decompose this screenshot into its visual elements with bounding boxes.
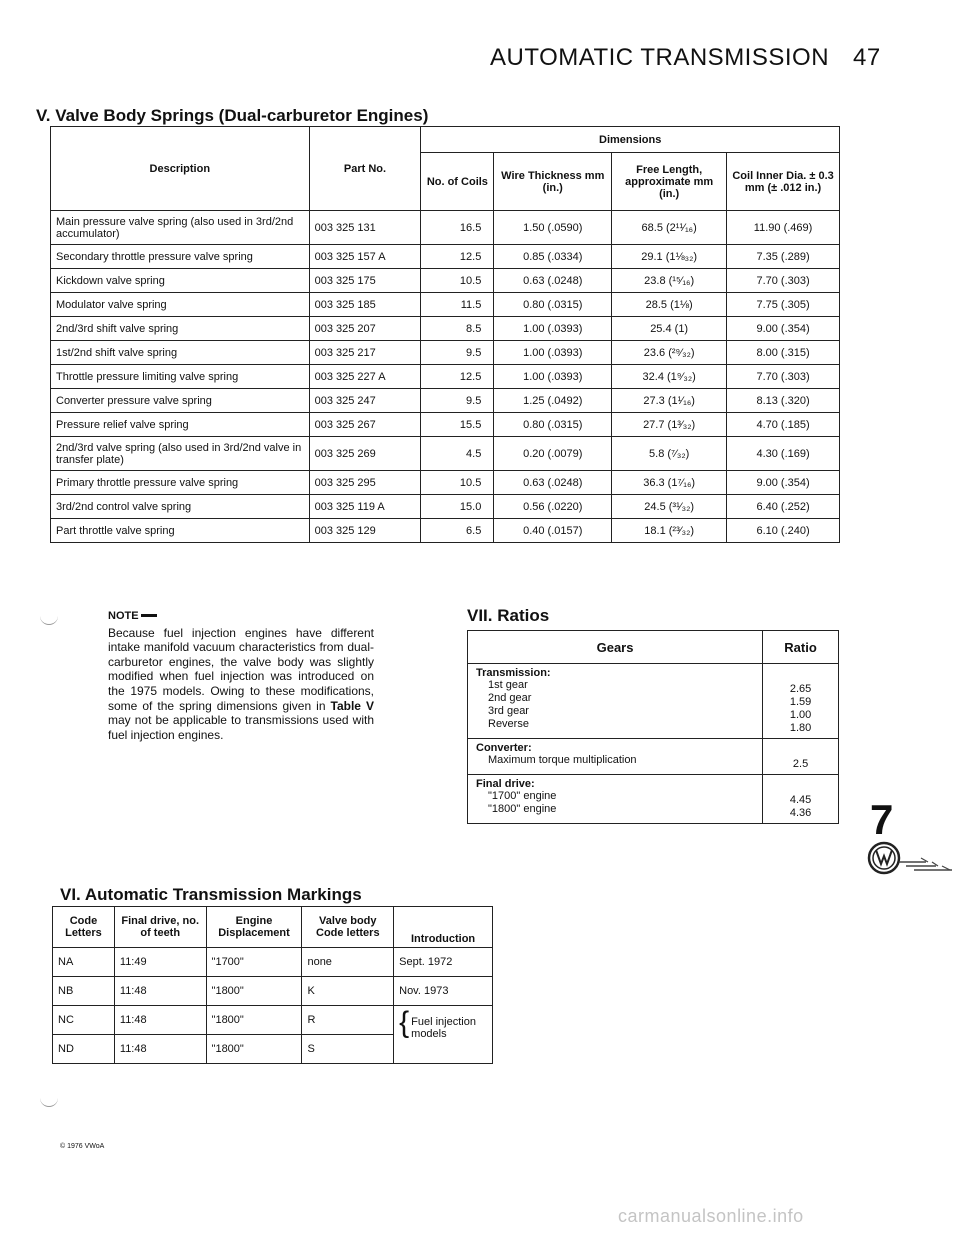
table-cell: 0.85 (.0334) [494,245,612,269]
chapter-tab-number: 7 [870,796,894,843]
table-cell: 7.35 (.289) [727,245,840,269]
note-block [108,608,374,742]
table-cell: Primary throttle pressure valve spring [51,471,310,495]
note-table-ref: Table V [330,698,374,713]
table-cell: 9.00 (.354) [727,317,840,341]
table-row [51,317,840,341]
ratio-group-row [468,664,839,739]
gear-item: 1st gear [488,679,528,691]
table-cell: 12.5 [421,365,494,389]
col-final-drive: Final drive, no. of teeth [114,907,206,948]
gear-cell [468,664,763,739]
ratio-value: 1.59 [789,696,812,708]
table-cell: "1800" [206,1006,302,1035]
ratio-value: 4.36 [789,807,812,819]
gear-group-label: Converter: [476,742,532,754]
table-cell: 4.5 [421,437,494,471]
note-body: Because fuel injection engines have different intake manifold vacuum characteristics from dual-carburetor engines, the valve body was slightly modified when fuel injection was introduced on the 1975 models. Owing to these modifications, some of the spring dimensions given in [108,625,374,713]
col-coil-inner-dia: Coil Inner Dia. ± 0.3 mm (± .012 in.) [727,153,840,211]
table-row [51,269,840,293]
merged-introduction: Fuel injection models [411,1016,476,1040]
table-cell: K [302,977,394,1006]
table-row [53,1006,493,1035]
table-cell: 25.4 (1) [612,317,727,341]
table-cell: 27.7 (1³⁄₃₂) [612,413,727,437]
table-cell: 7.75 (.305) [727,293,840,317]
page-header [490,44,881,72]
table-cell: 12.5 [421,245,494,269]
gear-cell [468,775,763,824]
table-cell: none [302,948,394,977]
ratio-value: 2.5 [792,758,809,770]
table-cell: S [302,1035,394,1064]
ratio-value: 4.45 [789,794,812,806]
table-cell: 15.5 [421,413,494,437]
table-cell: ND [53,1035,115,1064]
table-cell: 7.70 (.303) [727,365,840,389]
table-cell: 1.50 (.0590) [494,211,612,245]
brace-icon: { [399,1006,410,1039]
note-text [108,626,374,743]
gear-item: "1700" engine [488,790,557,802]
table-cell: 1.25 (.0492) [494,389,612,413]
ratio-value: 1.80 [789,722,812,734]
table-cell: NA [53,948,115,977]
margin-mark [40,616,58,625]
table-cell: Main pressure valve spring (also used in 3rd/2nd accumulator) [51,211,310,245]
table-row [51,389,840,413]
table-cell: 29.1 (1⅛₃₂) [612,245,727,269]
gear-item: Reverse [488,718,529,730]
table-row [51,471,840,495]
table-cell: 1.00 (.0393) [494,365,612,389]
table-cell: 16.5 [421,211,494,245]
table-cell: "1800" [206,1035,302,1064]
table-cell: 23.6 (²⁹⁄₃₂) [612,341,727,365]
ratio-cell [763,664,839,739]
table-cell: 0.80 (.0315) [494,293,612,317]
page-number: 47 [853,44,881,71]
table-cell: 003 325 269 [309,437,421,471]
chapter-title: AUTOMATIC TRANSMISSION [490,44,830,71]
col-gears: Gears [468,631,763,664]
gear-item: Maximum torque multiplication [488,754,637,766]
table-cell: 68.5 (2¹¹⁄₁₆) [612,211,727,245]
table-cell: 003 325 207 [309,317,421,341]
table-cell: 32.4 (1⁹⁄₃₂) [612,365,727,389]
table-cell: Modulator valve spring [51,293,310,317]
ratio-value: 2.65 [789,683,812,695]
col-code-letters: Code Letters [53,907,115,948]
table-cell: 11:48 [114,1006,206,1035]
table-cell: 10.5 [421,471,494,495]
col-free-length: Free Length, approximate mm (in.) [612,153,727,211]
table-cell: 0.20 (.0079) [494,437,612,471]
col-ratio: Ratio [763,631,839,664]
ratio-cell [763,775,839,824]
table-cell: R [302,1006,394,1035]
gear-item: 3rd gear [488,705,529,717]
table-cell: NC [53,1006,115,1035]
table-cell: 1.00 (.0393) [494,341,612,365]
table-cell: 003 325 247 [309,389,421,413]
table-cell: 9.5 [421,389,494,413]
table-cell: 003 325 295 [309,471,421,495]
table7-title: VII. Ratios [467,606,550,625]
watermark: carmanualsonline.info [618,1206,804,1226]
table-cell: 8.5 [421,317,494,341]
table6-title: VI. Automatic Transmission Markings [60,885,362,904]
table-cell: "1700" [206,948,302,977]
table-cell: 003 325 185 [309,293,421,317]
table-cell: 1st/2nd shift valve spring [51,341,310,365]
margin-mark [40,1098,58,1107]
table-cell: 0.56 (.0220) [494,495,612,519]
table-cell: 2nd/3rd shift valve spring [51,317,310,341]
table-row [51,437,840,471]
table-cell: Kickdown valve spring [51,269,310,293]
table-cell: 003 325 217 [309,341,421,365]
table-cell: 36.3 (1⁷⁄₁₆) [612,471,727,495]
table-row [53,977,493,1006]
table-row [51,245,840,269]
ratio-group-row [468,739,839,775]
table-cell: 4.70 (.185) [727,413,840,437]
table-row [51,293,840,317]
table-cell: 0.63 (.0248) [494,471,612,495]
table-cell: 2nd/3rd valve spring (also used in 3rd/2nd valve in transfer plate) [51,437,310,471]
table-cell: 5.8 (⁷⁄₃₂) [612,437,727,471]
table-cell: 003 325 175 [309,269,421,293]
table-cell: 0.40 (.0157) [494,519,612,543]
table-row [51,495,840,519]
note-dash [141,614,157,617]
table-cell: 9.5 [421,341,494,365]
table-cell: 3rd/2nd control valve spring [51,495,310,519]
gear-group-label: Transmission: [476,667,551,679]
table-cell: 1.00 (.0393) [494,317,612,341]
table-cell: 15.0 [421,495,494,519]
table-cell: 11:49 [114,948,206,977]
col-group-dimensions: Dimensions [421,127,840,153]
ratio-group-row [468,775,839,824]
table-cell: 28.5 (1⅛) [612,293,727,317]
table-cell: 6.5 [421,519,494,543]
table-cell: 11:48 [114,1035,206,1064]
table-cell: 9.00 (.354) [727,471,840,495]
table-cell: Part throttle valve spring [51,519,310,543]
gear-item: "1800" engine [488,803,557,815]
table-cell: 0.63 (.0248) [494,269,612,293]
table-cell: 18.1 (²³⁄₃₂) [612,519,727,543]
table-row [51,519,840,543]
table-cell: 003 325 157 A [309,245,421,269]
col-introduction: Introduction [394,907,493,948]
transmission-markings-table [52,906,493,1064]
table-cell: NB [53,977,115,1006]
table-cell: 11.90 (.469) [727,211,840,245]
table-cell: 0.80 (.0315) [494,413,612,437]
table-cell: Throttle pressure limiting valve spring [51,365,310,389]
table-cell: 003 325 129 [309,519,421,543]
col-part-no: Part No. [309,127,421,211]
table-cell [394,1006,493,1064]
table-row [53,948,493,977]
table-cell: 4.30 (.169) [727,437,840,471]
col-description: Description [51,127,310,211]
ratio-value: 1.00 [789,709,812,721]
table-row [51,341,840,365]
table-cell: 24.5 (³¹⁄₃₂) [612,495,727,519]
table-cell: 11:48 [114,977,206,1006]
note-label: NOTE [108,610,139,622]
col-wire-thickness: Wire Thickness mm (in.) [494,153,612,211]
table-cell: 003 325 227 A [309,365,421,389]
table-cell: 8.13 (.320) [727,389,840,413]
table-cell: "1800" [206,977,302,1006]
table-cell: 003 325 131 [309,211,421,245]
gear-group-label: Final drive: [476,778,535,790]
vw-logo-icon [866,840,956,876]
copyright: © 1976 VWoA [60,1143,105,1150]
table-row [51,365,840,389]
table-cell: 8.00 (.315) [727,341,840,365]
table-cell: 27.3 (1¹⁄₁₆) [612,389,727,413]
table-cell: 11.5 [421,293,494,317]
table-cell: 23.8 (¹⁵⁄₁₆) [612,269,727,293]
table-cell: 003 325 119 A [309,495,421,519]
ratios-table [467,630,839,824]
gear-cell [468,739,763,775]
table-cell: 6.40 (.252) [727,495,840,519]
note-body-end: may not be applicable to transmissions used with fuel injection engines. [108,713,374,742]
table-cell: 7.70 (.303) [727,269,840,293]
table-row [51,211,840,245]
table-cell: Nov. 1973 [394,977,493,1006]
table-cell: 003 325 267 [309,413,421,437]
table-cell: Converter pressure valve spring [51,389,310,413]
gear-item: 2nd gear [488,692,532,704]
valve-body-springs-table [50,126,840,543]
table5-title: V. Valve Body Springs (Dual-carburetor Engines) [36,106,429,125]
ratio-cell [763,739,839,775]
table-cell: Pressure relief valve spring [51,413,310,437]
col-valve-body-code: Valve body Code letters [302,907,394,948]
table-cell: 6.10 (.240) [727,519,840,543]
col-coils: No. of Coils [421,153,494,211]
col-engine-displacement: Engine Displacement [206,907,302,948]
table-cell: Secondary throttle pressure valve spring [51,245,310,269]
table-cell: 10.5 [421,269,494,293]
table-cell: Sept. 1972 [394,948,493,977]
table-row [51,413,840,437]
